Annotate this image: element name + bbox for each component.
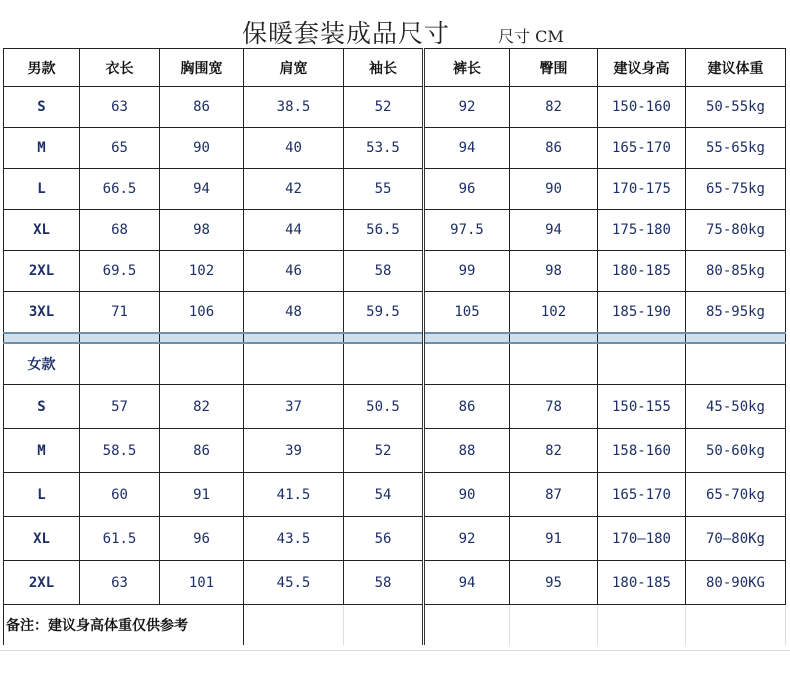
separator-cell xyxy=(686,333,786,343)
table-cell: 91 xyxy=(160,473,244,517)
size-table xyxy=(3,48,786,645)
men-size-row xyxy=(4,87,786,128)
table-cell: 55-65kg xyxy=(686,128,786,169)
table-cell: 85-95kg xyxy=(686,292,786,333)
size-label: S xyxy=(4,87,80,128)
table-cell: 50-60kg xyxy=(686,429,786,473)
table-cell: 52 xyxy=(344,87,424,128)
table-cell: 50.5 xyxy=(344,385,424,429)
header-cell: 衣长 xyxy=(80,49,160,87)
header-row xyxy=(4,49,786,87)
table-cell: 92 xyxy=(424,517,510,561)
women-label-row xyxy=(4,343,786,385)
table-cell: 90 xyxy=(510,169,598,210)
table-cell: 70—80Kg xyxy=(686,517,786,561)
empty-cell xyxy=(686,605,786,645)
empty-cell xyxy=(424,605,510,645)
table-cell: 91 xyxy=(510,517,598,561)
women-size-row xyxy=(4,517,786,561)
header-cell: 建议身高 xyxy=(598,49,686,87)
table-cell: 44 xyxy=(244,210,344,251)
header-cell: 胸围宽 xyxy=(160,49,244,87)
table-cell: 82 xyxy=(510,429,598,473)
women-size-row xyxy=(4,385,786,429)
table-cell: 46 xyxy=(244,251,344,292)
section-separator xyxy=(4,333,786,343)
table-cell: 94 xyxy=(424,561,510,605)
separator-cell xyxy=(160,333,244,343)
table-cell: 102 xyxy=(510,292,598,333)
separator-cell xyxy=(244,333,344,343)
table-cell: 63 xyxy=(80,561,160,605)
table-cell: 66.5 xyxy=(80,169,160,210)
men-size-row xyxy=(4,292,786,333)
empty-cell xyxy=(160,343,244,385)
empty-cell xyxy=(686,343,786,385)
table-cell: 87 xyxy=(510,473,598,517)
women-size-row xyxy=(4,473,786,517)
table-cell: 82 xyxy=(160,385,244,429)
women-size-row xyxy=(4,561,786,605)
table-cell: 165-170 xyxy=(598,128,686,169)
table-cell: 59.5 xyxy=(344,292,424,333)
table-cell: 65-70kg xyxy=(686,473,786,517)
table-cell: 39 xyxy=(244,429,344,473)
table-cell: 58 xyxy=(344,251,424,292)
table-cell: 170-175 xyxy=(598,169,686,210)
men-size-row xyxy=(4,251,786,292)
table-cell: 63 xyxy=(80,87,160,128)
table-cell: 45.5 xyxy=(244,561,344,605)
bottom-divider xyxy=(0,650,790,651)
header-cell: 袖长 xyxy=(344,49,424,87)
table-cell: 106 xyxy=(160,292,244,333)
table-cell: 98 xyxy=(510,251,598,292)
table-cell: 52 xyxy=(344,429,424,473)
size-label: S xyxy=(4,385,80,429)
title-main: 保暖套装成品尺寸 xyxy=(242,19,451,48)
header-cell: 建议体重 xyxy=(686,49,786,87)
header-cell: 臀围 xyxy=(510,49,598,87)
table-cell: 80-85kg xyxy=(686,251,786,292)
separator-cell xyxy=(344,333,424,343)
table-cell: 86 xyxy=(160,429,244,473)
table-cell: 56 xyxy=(344,517,424,561)
size-label: M xyxy=(4,128,80,169)
size-label: XL xyxy=(4,517,80,561)
table-cell: 86 xyxy=(510,128,598,169)
table-cell: 150-155 xyxy=(598,385,686,429)
table-cell: 56.5 xyxy=(344,210,424,251)
table-cell: 54 xyxy=(344,473,424,517)
table-cell: 60 xyxy=(80,473,160,517)
size-label: XL xyxy=(4,210,80,251)
table-cell: 38.5 xyxy=(244,87,344,128)
size-label: 3XL xyxy=(4,292,80,333)
size-label: 2XL xyxy=(4,561,80,605)
table-cell: 69.5 xyxy=(80,251,160,292)
table-cell: 90 xyxy=(160,128,244,169)
table-cell: 170—180 xyxy=(598,517,686,561)
table-cell: 43.5 xyxy=(244,517,344,561)
empty-cell xyxy=(510,605,598,645)
empty-cell xyxy=(244,343,344,385)
table-cell: 82 xyxy=(510,87,598,128)
separator-cell xyxy=(510,333,598,343)
table-cell: 101 xyxy=(160,561,244,605)
table-cell: 61.5 xyxy=(80,517,160,561)
separator-cell xyxy=(424,333,510,343)
empty-cell xyxy=(244,605,344,645)
women-size-row xyxy=(4,429,786,473)
table-cell: 78 xyxy=(510,385,598,429)
title-unit: 尺寸 CM xyxy=(498,27,564,46)
table-cell: 45-50kg xyxy=(686,385,786,429)
table-cell: 86 xyxy=(160,87,244,128)
empty-cell xyxy=(598,343,686,385)
table-cell: 68 xyxy=(80,210,160,251)
table-cell: 94 xyxy=(160,169,244,210)
table-cell: 80-90KG xyxy=(686,561,786,605)
empty-cell xyxy=(80,343,160,385)
separator-cell xyxy=(598,333,686,343)
table-cell: 75-80kg xyxy=(686,210,786,251)
table-cell: 90 xyxy=(424,473,510,517)
table-cell: 180-185 xyxy=(598,251,686,292)
table-cell: 165-170 xyxy=(598,473,686,517)
table-cell: 40 xyxy=(244,128,344,169)
table-cell: 96 xyxy=(160,517,244,561)
size-label: M xyxy=(4,429,80,473)
table-cell: 92 xyxy=(424,87,510,128)
table-cell: 96 xyxy=(424,169,510,210)
table-cell: 86 xyxy=(424,385,510,429)
table-cell: 57 xyxy=(80,385,160,429)
men-size-row xyxy=(4,128,786,169)
table-cell: 65 xyxy=(80,128,160,169)
table-cell: 53.5 xyxy=(344,128,424,169)
empty-cell xyxy=(424,343,510,385)
women-section-label: 女款 xyxy=(4,343,80,385)
table-cell: 185-190 xyxy=(598,292,686,333)
chart-title xyxy=(0,14,790,50)
table-cell: 175-180 xyxy=(598,210,686,251)
size-label: 2XL xyxy=(4,251,80,292)
note-text: 备注：建议身高体重仅供参考 xyxy=(4,605,244,645)
table-cell: 58.5 xyxy=(80,429,160,473)
table-cell: 150-160 xyxy=(598,87,686,128)
table-cell: 88 xyxy=(424,429,510,473)
table-cell: 98 xyxy=(160,210,244,251)
empty-cell xyxy=(510,343,598,385)
table-cell: 102 xyxy=(160,251,244,292)
table-cell: 41.5 xyxy=(244,473,344,517)
header-cell: 裤长 xyxy=(424,49,510,87)
table-cell: 105 xyxy=(424,292,510,333)
size-label: L xyxy=(4,473,80,517)
header-cell: 男款 xyxy=(4,49,80,87)
table-cell: 48 xyxy=(244,292,344,333)
table-cell: 99 xyxy=(424,251,510,292)
separator-cell xyxy=(4,333,80,343)
table-cell: 97.5 xyxy=(424,210,510,251)
table-cell: 94 xyxy=(510,210,598,251)
table-cell: 94 xyxy=(424,128,510,169)
men-size-row xyxy=(4,169,786,210)
note-row xyxy=(4,605,786,645)
table-cell: 71 xyxy=(80,292,160,333)
table-cell: 58 xyxy=(344,561,424,605)
size-label: L xyxy=(4,169,80,210)
header-cell: 肩宽 xyxy=(244,49,344,87)
empty-cell xyxy=(344,343,424,385)
table-cell: 180-185 xyxy=(598,561,686,605)
table-cell: 158-160 xyxy=(598,429,686,473)
men-size-row xyxy=(4,210,786,251)
table-cell: 95 xyxy=(510,561,598,605)
table-cell: 65-75kg xyxy=(686,169,786,210)
table-cell: 55 xyxy=(344,169,424,210)
table-cell: 50-55kg xyxy=(686,87,786,128)
table-cell: 42 xyxy=(244,169,344,210)
table-cell: 37 xyxy=(244,385,344,429)
empty-cell xyxy=(344,605,424,645)
empty-cell xyxy=(598,605,686,645)
separator-cell xyxy=(80,333,160,343)
